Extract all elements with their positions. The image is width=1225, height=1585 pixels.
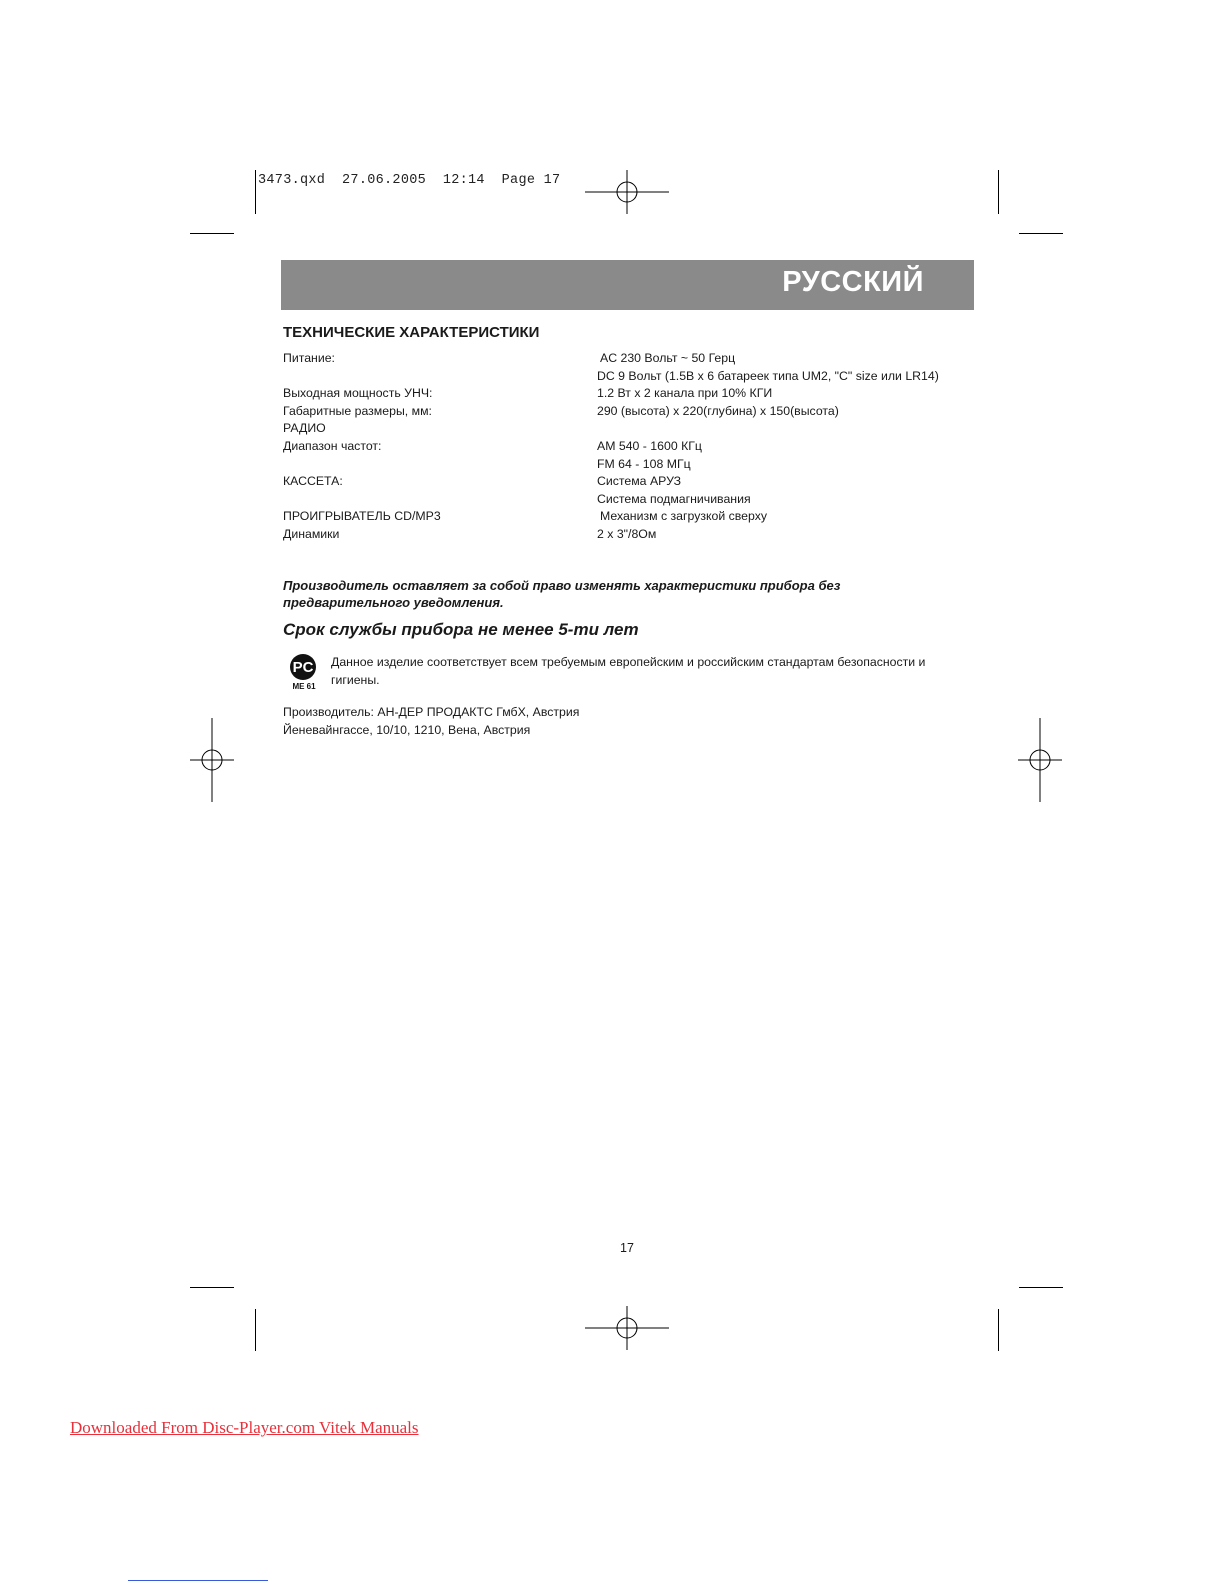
spec-value: 290 (высота) x 220(глубина) x 150(высота) (597, 403, 839, 418)
change-notice: Производитель оставляет за собой право изменять характеристики прибора без предварительного уведомления. (283, 578, 841, 610)
spec-row (283, 473, 983, 491)
crop-mark (1019, 1287, 1063, 1288)
crop-mark (190, 233, 234, 234)
spec-value: AM 540 - 1600 КГц (597, 438, 702, 453)
spec-row (283, 368, 983, 386)
spec-value: 2 x 3"/8Ом (597, 526, 657, 541)
certification-logo-icon (288, 650, 334, 692)
link-underline (128, 1580, 268, 1581)
spec-row (283, 350, 983, 368)
service-life-heading: Срок службы прибора не менее 5-ти лет (283, 620, 639, 639)
spec-value: FM 64 - 108 МГц (597, 456, 691, 471)
registration-mark-icon (585, 150, 669, 234)
crop-mark (190, 1287, 234, 1288)
spec-row (283, 420, 983, 438)
spec-row (283, 403, 983, 421)
spec-row (283, 456, 983, 474)
specs-table (283, 350, 983, 544)
cert-logo-text: PC (292, 659, 314, 676)
print-slug: 3473.qxd 27.06.2005 12:14 Page 17 (258, 173, 561, 188)
spec-row (283, 385, 983, 403)
certification-text: Данное изделие соответствует всем требуемым европейским и российским стандартам безопасности и гигиены. (331, 655, 926, 687)
spec-label: КАССЕТА: (283, 474, 343, 489)
language-banner (281, 260, 974, 310)
spec-row (283, 438, 983, 456)
spec-label: Динамики (283, 526, 340, 541)
spec-value: Механизм с загрузкой сверху (600, 509, 768, 524)
spec-value: Система подмагничивания (597, 491, 751, 506)
crop-mark (998, 1309, 999, 1351)
spec-row (283, 526, 983, 544)
registration-mark-icon (998, 718, 1082, 802)
spec-value: Система АРУЗ (597, 474, 682, 489)
manufacturer-address: Йеневайнгассе, 10/10, 1210, Вена, Австрия (283, 722, 531, 737)
crop-mark (255, 1309, 256, 1351)
crop-mark (255, 170, 256, 214)
cert-logo-code: ME 61 (292, 682, 316, 691)
language-title: РУССКИЙ (782, 266, 924, 298)
registration-mark-icon (585, 1286, 669, 1370)
spec-value: 1.2 Вт x 2 канала при 10% КГИ (597, 386, 773, 401)
spec-label: Габаритные размеры, мм: (283, 403, 432, 418)
crop-mark (1019, 233, 1063, 234)
spec-value: AC 230 Вольт ~ 50 Герц (600, 351, 736, 365)
spec-label: РАДИО (283, 421, 326, 436)
spec-label: ПРОИГРЫВАТЕЛЬ CD/MP3 (283, 509, 441, 524)
crop-mark (998, 170, 999, 214)
specs-title: ТЕХНИЧЕСКИЕ ХАРАКТЕРИСТИКИ (283, 324, 540, 341)
spec-value: DC 9 Вольт (1.5В x 6 батареек типа UM2, "C" size или LR14) (597, 368, 939, 383)
spec-label: Выходная мощность УНЧ: (283, 386, 433, 401)
download-link[interactable]: Downloaded From Disc-Player.com Vitek Manuals (70, 1418, 419, 1437)
registration-mark-icon (170, 718, 254, 802)
spec-row (283, 508, 983, 526)
manufacturer-block (283, 704, 579, 739)
spec-label: Диапазон частот: (283, 438, 382, 453)
spec-label: Питание: (283, 351, 335, 365)
spec-row (283, 491, 983, 509)
page-number: 17 (620, 1241, 634, 1255)
manufacturer-name: Производитель: АН-ДЕР ПРОДАКТС ГмбХ, Австрия (283, 705, 580, 719)
